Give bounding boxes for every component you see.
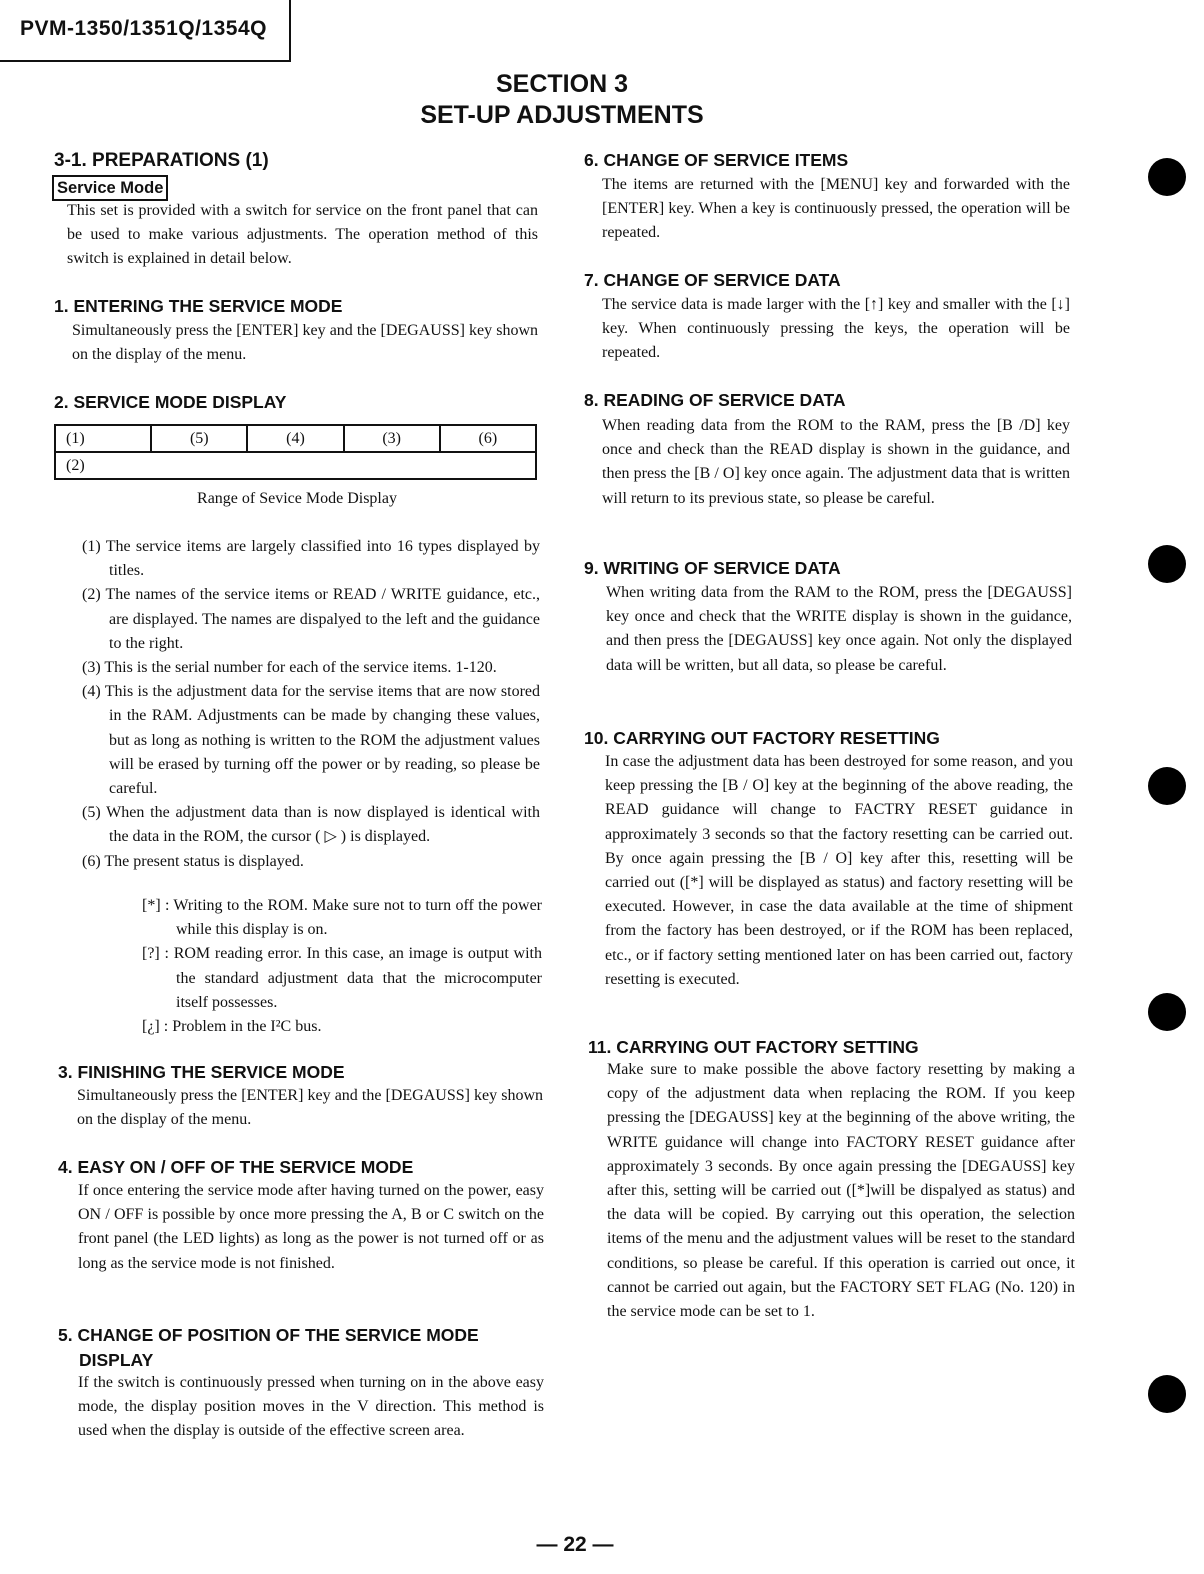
list-item: (2) The names of the service items or READ / WRITE guidance, etc., are displayed. The names are dispalyed to the left and the guidance to the right. [82, 586, 540, 652]
table-cell: (2) [55, 452, 536, 479]
s3-title: 3. FINISHING THE SERVICE MODE [58, 1062, 345, 1082]
punch-hole [1148, 993, 1186, 1031]
s6-text: The items are returned with the [MENU] key and forwarded with the [ENTER] key. When a key is continuously pressed, the operation will be repeated. [602, 176, 1070, 242]
s3-text: Simultaneously press the [ENTER] key and the [DEGAUSS] key shown on the display of the menu. [77, 1087, 543, 1129]
preparations-heading: 3-1. PREPARATIONS (1) [54, 150, 269, 171]
section-number: SECTION 3 [496, 70, 628, 98]
status-list [142, 894, 542, 1039]
s11-title: 11. CARRYING OUT FACTORY SETTING [588, 1037, 919, 1057]
s5-title: 5. CHANGE OF POSITION OF THE SERVICE MODE DISPLAY [58, 1325, 479, 1370]
intro-paragraph: This set is provided with a switch for service on the front panel that can be used to make various adjustments. The operation method of this switch is explained in detail below. [67, 202, 538, 268]
s1-text: Simultaneously press the [ENTER] key and the [DEGAUSS] key shown on the display of the menu. [72, 322, 538, 364]
s8-title: 8. READING OF SERVICE DATA [584, 390, 846, 410]
list-item: (1) The service items are largely classified into 16 types displayed by titles. [82, 538, 540, 580]
page-number: — 22 — [536, 1533, 614, 1556]
table-cell: (4) [247, 425, 343, 452]
table-cell: (6) [440, 425, 536, 452]
s9-text: When writing data from the RAM to the ROM, press the [DEGAUSS] key once and check that the WRITE display is shown in the guidance, and then press the [DEGAUSS] key once again. Not only the displayed data will be written, but all data, so please be careful. [606, 584, 1072, 674]
service-mode-display-table [54, 424, 537, 480]
list-item: (5) When the adjustment data than is now displayed is identical with the data in the ROM, the cursor ( ▷ ) is displayed. [82, 804, 540, 846]
table-cell: (5) [151, 425, 247, 452]
display-legend-list [82, 535, 540, 874]
table-cell: (3) [344, 425, 440, 452]
list-item: (4) This is the adjustment data for the servise items that are now stored in the RAM. Adjustments can be made by changing these values, but as long as nothing is written to the ROM the adjustment values will be erased by turning off the power or by reading, so please be careful. [82, 683, 540, 798]
s2-title: 2. SERVICE MODE DISPLAY [54, 392, 287, 412]
s11-text: Make sure to make possible the above factory resetting by making a copy of the adjustment data when replacing the ROM. If you keep pressing the [DEGAUSS] key at the beginning of the above writing, the WRITE guidance will change into FACTORY RESET guidance after approximately 3 seconds. By once again pressing the [DEGAUSS] key after this, setting will be carried out ([*]will be dispalyed as status) and the data will be copied. By carrying out this operation, the selection items of the menu and the adjustment values will be reset to the standard conditions, so please be careful. If this operation is carried out once, it cannot be carried out again, but the FACTORY SET FLAG (No. 120) in the service mode can be set to 1. [607, 1061, 1075, 1321]
table-cell: (1) [55, 425, 151, 452]
punch-hole [1148, 1375, 1186, 1413]
punch-hole [1148, 767, 1186, 805]
list-item: (6) The present status is displayed. [82, 852, 304, 870]
model-header [0, 0, 291, 62]
s10-title: 10. CARRYING OUT FACTORY RESETTING [584, 728, 940, 748]
list-item: [¿] : Problem in the I²C bus. [142, 1018, 322, 1036]
table-row [55, 452, 536, 479]
s5-text: If the switch is continuously pressed when turning on in the above easy mode, the display position moves in the V direction. This method is used when the display is outside of the effective screen area. [78, 1374, 544, 1440]
table-caption: Range of Sevice Mode Display [197, 490, 397, 507]
s4-title: 4. EASY ON / OFF OF THE SERVICE MODE [58, 1157, 414, 1177]
s10-text: In case the adjustment data has been destroyed for some reason, and you keep pressing the [B / O] key at the beginning of the above reading, the READ guidance will change to FACTRY RESET guidance in approximately 3 seconds so that the factory resetting can be carried out. By once again pressing the [B / O] key after this, resetting will be carried out ([*] will be displayed as status) and factory resetting will be executed. However, in case the data available at the time of shipment from the factory has been destroyed, or if the ROM has been replaced, etc., or if factory setting mentioned later on has been carried out, factory resetting is executed. [605, 753, 1073, 988]
s7-text: The service data is made larger with the [↑] key and smaller with the [↓] key. When continuously pressing the keys, the operation will be repeated. [602, 296, 1070, 362]
service-mode-label: Service Mode [52, 175, 168, 201]
s4-text: If once entering the service mode after having turned on the power, easy ON / OFF is possible by once more pressing the A, B or C switch on the front panel (the LED lights) as long as the power is not turned off or as long as the service mode is not finished. [78, 1182, 544, 1272]
s6-title: 6. CHANGE OF SERVICE ITEMS [584, 150, 849, 170]
table-row [55, 425, 536, 452]
list-item: [?] : ROM reading error. In this case, an image is output with the standard adjustment data that the microcomputer itself possesses. [142, 945, 542, 1011]
list-item: (3) This is the serial number for each of the service items. 1-120. [82, 659, 497, 677]
list-item: [*] : Writing to the ROM. Make sure not to turn off the power while this display is on. [142, 897, 542, 939]
punch-hole [1148, 545, 1186, 583]
s1-title: 1. ENTERING THE SERVICE MODE [54, 296, 343, 316]
model-number: PVM-1350/1351Q/1354Q [20, 17, 267, 40]
punch-hole [1148, 158, 1186, 196]
s8-text: When reading data from the ROM to the RAM, press the [B /D] key once and check than the READ display is shown in the guidance, and then press the [B / O] key once again. The adjustment data that is written will return to its previous state, so please be careful. [602, 417, 1070, 507]
section-title: SET-UP ADJUSTMENTS [420, 101, 704, 129]
s7-title: 7. CHANGE OF SERVICE DATA [584, 270, 841, 290]
s9-title: 9. WRITING OF SERVICE DATA [584, 558, 841, 578]
